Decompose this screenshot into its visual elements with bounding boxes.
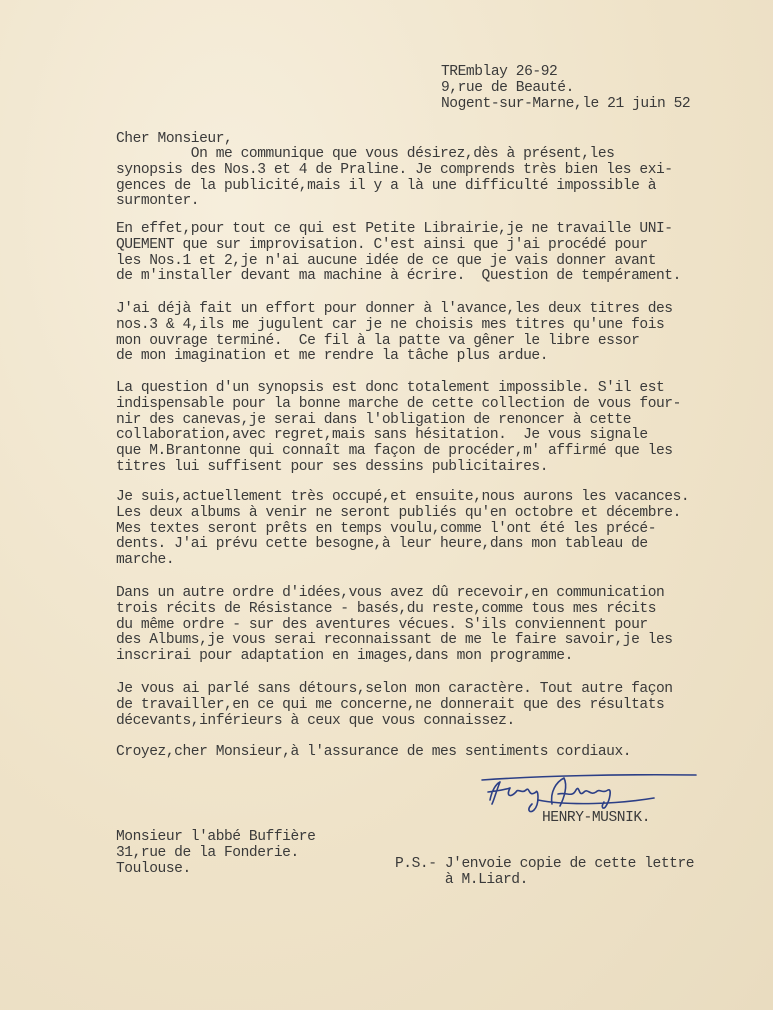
place-date-line: Nogent-sur-Marne,le 21 juin 52	[441, 96, 691, 112]
text-line: des Albums,je vous serai reconnaissant de me le faire savoir,je les	[116, 632, 673, 649]
text-line: nos.3 & 4,ils me jugulent car je ne choisis mes titres qu'une fois	[116, 316, 665, 333]
paragraph-6	[116, 586, 771, 665]
text-line: Je suis,actuellement très occupé,et ensuite,nous aurons les vacances.	[116, 489, 690, 505]
text-line: QUEMENT que sur improvisation. C'est ainsi que j'ai procédé pour	[116, 236, 648, 253]
text-line: Dans un autre ordre d'idées,vous avez dû recevoir,en communication	[116, 585, 665, 601]
text-line: titres lui suffisent pour ses dessins publicitaires.	[116, 458, 548, 475]
text-line: Croyez,cher Monsieur,à l'assurance de mes sentiments cordiaux.	[116, 744, 632, 760]
text-line: mon ouvrage terminé. Ce fil à la patte va gêner le libre essor	[116, 332, 640, 349]
postscript-line: P.S.- J'envoie copie de cette lettre	[395, 856, 695, 872]
paragraph-1	[116, 147, 771, 210]
text-line: synopsis des Nos.3 et 4 de Praline. Je comprends très bien les exi-	[116, 161, 673, 178]
text-line: surmonter.	[116, 193, 200, 210]
text-line: gences de la publicité,mais il y a là une difficulté impossible à	[116, 177, 656, 194]
text-line: Je vous ai parlé sans détours,selon mon caractère. Tout autre façon	[116, 681, 673, 697]
text-line: Les deux albums à venir ne seront publiés qu'en octobre et décembre.	[116, 504, 681, 521]
text-line: On me communique que vous désirez,dès à présent,les	[116, 146, 615, 162]
text-line: dents. J'ai prévu cette besogne,à leur heure,dans mon tableau de	[116, 536, 648, 553]
text-line: nir des canevas,je serai dans l'obligation de renoncer à cette	[116, 411, 632, 428]
paragraph-7	[116, 682, 771, 729]
text-line: trois récits de Résistance - basés,du reste,comme tous mes récits	[116, 600, 656, 617]
text-line: marche.	[116, 552, 175, 569]
paragraph-5	[116, 490, 771, 569]
recipient-street: 31,rue de la Fonderie.	[116, 845, 299, 861]
text-line: J'ai déjà fait un effort pour donner à l'avance,les deux titres des	[116, 301, 673, 317]
text-line: Mes textes seront prêts en temps voulu,comme l'ont été les précé-	[116, 520, 656, 537]
text-line: de travailler,en ce qui me concerne,ne donnerait que des résultats	[116, 696, 665, 713]
text-line: inscrirai pour adaptation en images,dans mon programme.	[116, 648, 573, 665]
typed-signature: HENRY-MUSNIK.	[542, 810, 650, 826]
postscript-line: à M.Liard.	[395, 872, 528, 888]
text-line: les Nos.1 et 2,je n'ai aucune idée de ce que je vais donner avant	[116, 252, 656, 269]
text-line: de m'installer devant ma machine à écrire. Question de tempérament.	[116, 268, 681, 285]
recipient-city: Toulouse.	[116, 861, 191, 877]
text-line: décevants,inférieurs à ceux que vous connaissez.	[116, 712, 515, 729]
text-line: En effet,pour tout ce qui est Petite Librairie,je ne travaille UNI-	[116, 221, 673, 237]
paragraph-4	[116, 381, 771, 476]
closing-line	[116, 745, 771, 761]
phone-line: TREmblay 26-92	[441, 64, 558, 80]
street-line: 9,rue de Beauté.	[441, 80, 574, 96]
paragraph-3	[116, 302, 771, 365]
paragraph-2	[116, 222, 771, 285]
text-line: La question d'un synopsis est donc totalement impossible. S'il est	[116, 380, 665, 396]
recipient-name: Monsieur l'abbé Buffière	[116, 829, 316, 845]
text-line: collaboration,avec regret,mais sans hésitation. Je vous signale	[116, 427, 648, 444]
salutation: Cher Monsieur,	[116, 131, 233, 147]
text-line: indispensable pour la bonne marche de cette collection de vous four-	[116, 395, 681, 412]
text-line: de mon imagination et me rendre la tâche plus ardue.	[116, 348, 548, 365]
text-line: que M.Brantonne qui connaît ma façon de procéder,m' affirmé que les	[116, 443, 673, 460]
text-line: du même ordre - sur des aventures vécues. S'ils conviennent pour	[116, 616, 648, 633]
